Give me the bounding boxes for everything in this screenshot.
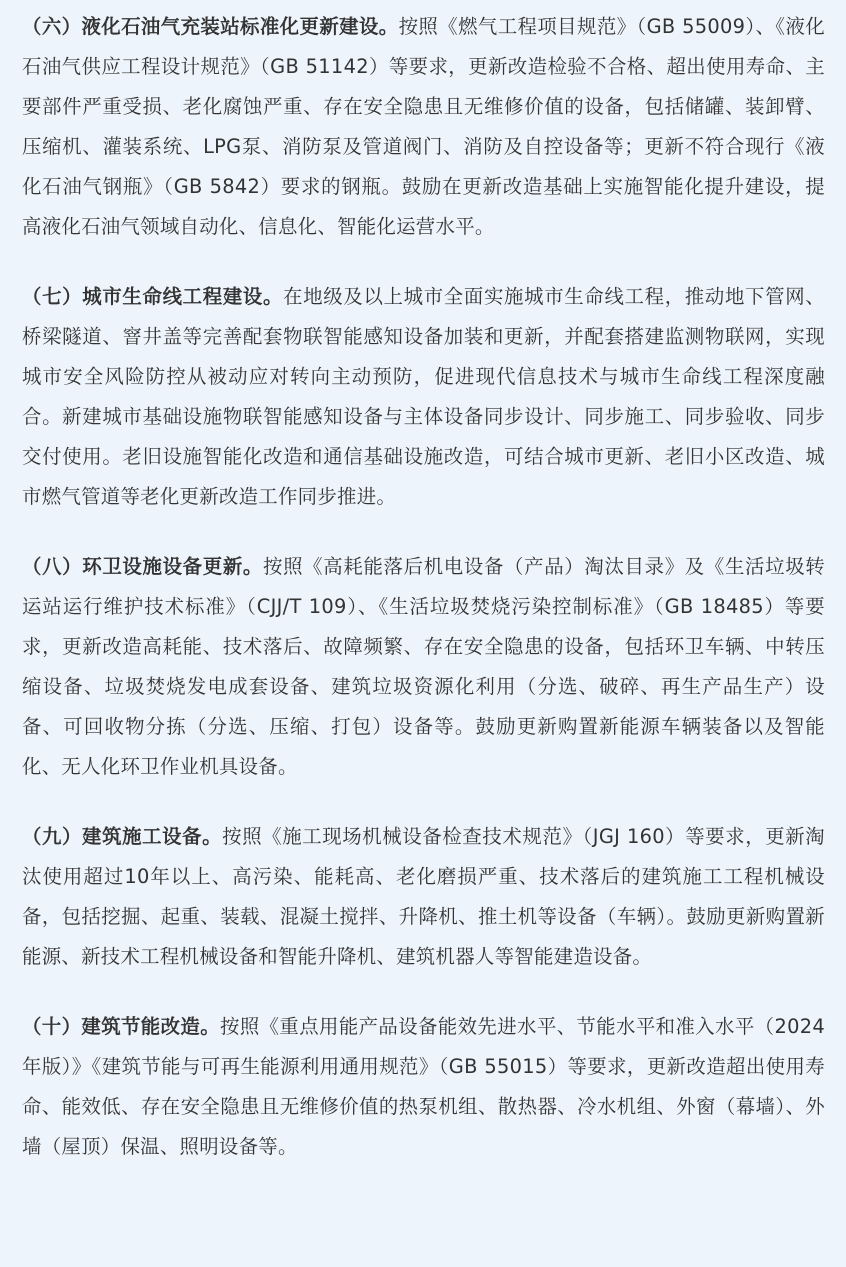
section-9-heading: （九）建筑施工设备。	[22, 825, 223, 848]
section-10-paragraph	[22, 1007, 825, 1167]
section-6-paragraph	[22, 7, 825, 247]
section-6-text: 按照《燃气工程项目规范》（GB 55009）、《液化石油气供应工程设计规范》（GB 51142）等要求，更新改造检验不合格、超出使用寿命、主要部件严重受损、老化腐蚀严重、存在安全隐患且无维修价值的设备，包括储罐、装卸臂、压缩机、灌装系统、LPG泵、消防泵及管道阀门、消防及自控设备等；更新不符合现行《液化石油气钢瓶》（GB 5842）要求的钢瓶。鼓励在更新改造基础上实施智能化提升建设，提高液化石油气领域自动化、信息化、智能化运营水平。	[22, 15, 825, 238]
section-8-text: 按照《高耗能落后机电设备（产品）淘汰目录》及《生活垃圾转运站运行维护技术标准》（CJJ/T 109）、《生活垃圾焚烧污染控制标准》（GB 18485）等要求，更新改造高耗能、技术落后、故障频繁、存在安全隐患的设备，包括环卫车辆、中转压缩设备、垃圾焚烧发电成套设备、建筑垃圾资源化利用（分选、破碎、再生产品生产）设备、可回收物分拣（分选、压缩、打包）设备等。鼓励更新购置新能源车辆装备以及智能化、无人化环卫作业机具设备。	[22, 555, 825, 778]
section-9-text: 按照《施工现场机械设备检查技术规范》（JGJ 160）等要求，更新淘汰使用超过10年以上、高污染、能耗高、老化磨损严重、技术落后的建筑施工工程机械设备，包括挖掘、起重、装载、混凝土搅拌、升降机、推土机等设备（车辆）。鼓励更新购置新能源、新技术工程机械设备和智能升降机、建筑机器人等智能建造设备。	[22, 825, 825, 968]
section-8-heading: （八）环卫设施设备更新。	[22, 555, 264, 578]
section-7-paragraph	[22, 277, 825, 517]
section-10-heading: （十）建筑节能改造。	[22, 1015, 221, 1038]
section-8-paragraph	[22, 547, 825, 787]
section-6-heading: （六）液化石油气充装站标准化更新建设。	[22, 15, 399, 38]
section-7-heading: （七）城市生命线工程建设。	[22, 285, 284, 308]
section-9-paragraph	[22, 817, 825, 977]
section-10-text: 按照《重点用能产品设备能效先进水平、节能水平和准入水平（2024年版）》《建筑节能与可再生能源利用通用规范》（GB 55015）等要求，更新改造超出使用寿命、能效低、存在安全隐患且无维修价值的热泵机组、散热器、冷水机组、外窗（幕墙）、外墙（屋顶）保温、照明设备等。	[22, 1015, 825, 1158]
section-7-text: 在地级及以上城市全面实施城市生命线工程，推动地下管网、桥梁隧道、窨井盖等完善配套物联智能感知设备加装和更新，并配套搭建监测物联网，实现城市安全风险防控从被动应对转向主动预防，促进现代信息技术与城市生命线工程深度融合。新建城市基础设施物联智能感知设备与主体设备同步设计、同步施工、同步验收、同步交付使用。老旧设施智能化改造和通信基础设施改造，可结合城市更新、老旧小区改造、城市燃气管道等老化更新改造工作同步推进。	[22, 285, 825, 508]
